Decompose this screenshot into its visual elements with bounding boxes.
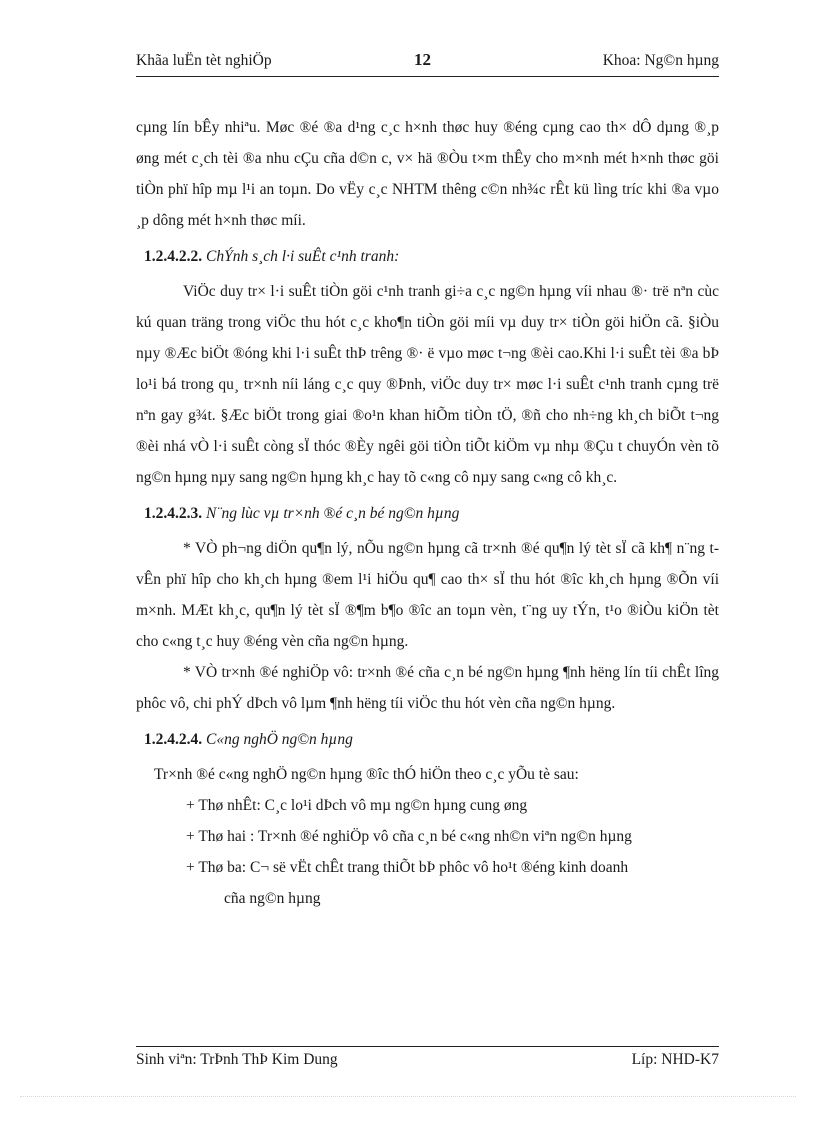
page-body xyxy=(136,112,719,914)
page-edge-dotted-line xyxy=(20,1096,796,1097)
list-item-continuation: cña ng©n hµng xyxy=(224,890,321,907)
list-item: + Thø ba: C¬ së vËt chÊt trang thiÕt bÞ phôc vô ho¹t ®éng kinh doanh xyxy=(186,859,629,876)
section-title: C«ng nghÖ ng©n hµng xyxy=(206,731,353,748)
section-heading-technology xyxy=(144,724,719,755)
header-faculty: Khoa: Ng©n hµng xyxy=(602,52,719,69)
paragraph-deposit-forms: cµng lín bÊy nhiªu. Møc ®é ®a d¹ng c¸c h×nh thøc huy ®éng cµng cao th× dÔ dµng ®¸p øng mét c¸ch tèi ®a nhu cÇu cña d©n c, v× hä ®Òu t×m thÊy cho m×nh mét h×nh thøc göi tiÒn phï hîp mµ l¹i an toµn. Do vËy c¸c NHTM thêng c©n nh¾c rÊt kü lìng tríc khi ®a vµo ¸p dông mét h×nh thøc míi. xyxy=(136,119,719,229)
section-title: N¨ng lùc vµ tr×nh ®é c¸n bé ng©n hµng xyxy=(206,505,460,522)
footer-divider xyxy=(136,1046,719,1047)
section-number: 1.2.4.2.4. xyxy=(144,731,203,748)
section-number: 1.2.4.2.3. xyxy=(144,505,203,522)
footer-student-name: Sinh viªn: TrÞnh ThÞ Kim Dung xyxy=(136,1051,338,1068)
paragraph-expertise: * VÒ tr×nh ®é nghiÖp vô: tr×nh ®é cña c¸n bé ng©n hµng ¶nh hëng lín tíi chÊt lîng phôc vô, chi phÝ dÞch vô lµm ¶nh hëng tíi viÖc thu hót vèn cña ng©n hµng. xyxy=(136,664,719,712)
list-item: + Thø hai : Tr×nh ®é nghiÖp vô cña c¸n bé c«ng nh©n viªn ng©n hµng xyxy=(186,828,632,845)
list-intro: Tr×nh ®é c«ng nghÖ ng©n hµng ®îc thÓ hiÖn theo c¸c yÕu tè sau: xyxy=(154,766,579,783)
header-divider xyxy=(136,76,719,77)
page-header xyxy=(136,46,719,76)
header-thesis-title: Khãa luËn tèt nghiÖp xyxy=(136,52,272,69)
list-item: + Thø nhÊt: C¸c lo¹i dÞch vô mµ ng©n hµng cung øng xyxy=(186,797,528,814)
footer-class: Líp: NHD-K7 xyxy=(631,1051,719,1068)
paragraph-interest-rate: ViÖc duy tr× l·i suÊt tiÒn göi c¹nh tranh gi÷a c¸c ng©n hµng víi nhau ®· trë nªn cùc kú quan träng trong viÖc thu hót c¸c kho¶n tiÒn göi míi vµ duy tr× tiÒn göi hiÖn cã. §iÒu nµy ®Æc biÖt ®óng khi l·i suÊt thÞ trêng ®· ë vµo møc t¬ng ®èi cao.Khi l·i suÊt tèi ®a bÞ lo¹i bá trong qu¸ tr×nh níi láng c¸c quy ®Þnh, viÖc duy tr× møc l·i suÊt c¹nh tranh cµng trë nªn gay g¾t. §Æc biÖt trong giai ®o¹n khan hiÕm tiÒn tÖ, ®ñ cho nh÷ng kh¸ch biÕt t¬ng ®èi nhá vÒ l·i suÊt còng sÏ thóc ®Èy ngêi göi tiÒn tiÕt kiÖm vµ nhµ ®Çu t chuyÓn vèn tõ ng©n hµng nµy sang ng©n hµng kh¸c hay tõ c«ng cô nµy sang c«ng cô kh¸c. xyxy=(136,283,719,486)
section-number: 1.2.4.2.2. xyxy=(144,248,203,265)
section-heading-interest-rate xyxy=(144,241,719,272)
page-number: 12 xyxy=(414,50,431,69)
section-heading-staff xyxy=(144,498,719,529)
section-title: ChÝnh s¸ch l·i suÊt c¹nh tranh: xyxy=(206,248,400,265)
paragraph-management: * VÒ ph¬ng diÖn qu¶n lý, nÕu ng©n hµng cã tr×nh ®é qu¶n lý tèt sÏ cã kh¶ n¨ng t vÊn phï hîp cho kh¸ch hµng ®em l¹i hiÖu qu¶ cao th× sÏ thu hót ®îc kh¸ch hµng ®Õn víi m×nh. MÆt kh¸c, qu¶n lý tèt sÏ ®¶m b¶o ®îc an toµn vèn, t¨ng uy tÝn, t¹o ®iÒu kiÖn tèt cho c«ng t¸c huy ®éng vèn cña ng©n hµng. xyxy=(136,540,719,650)
